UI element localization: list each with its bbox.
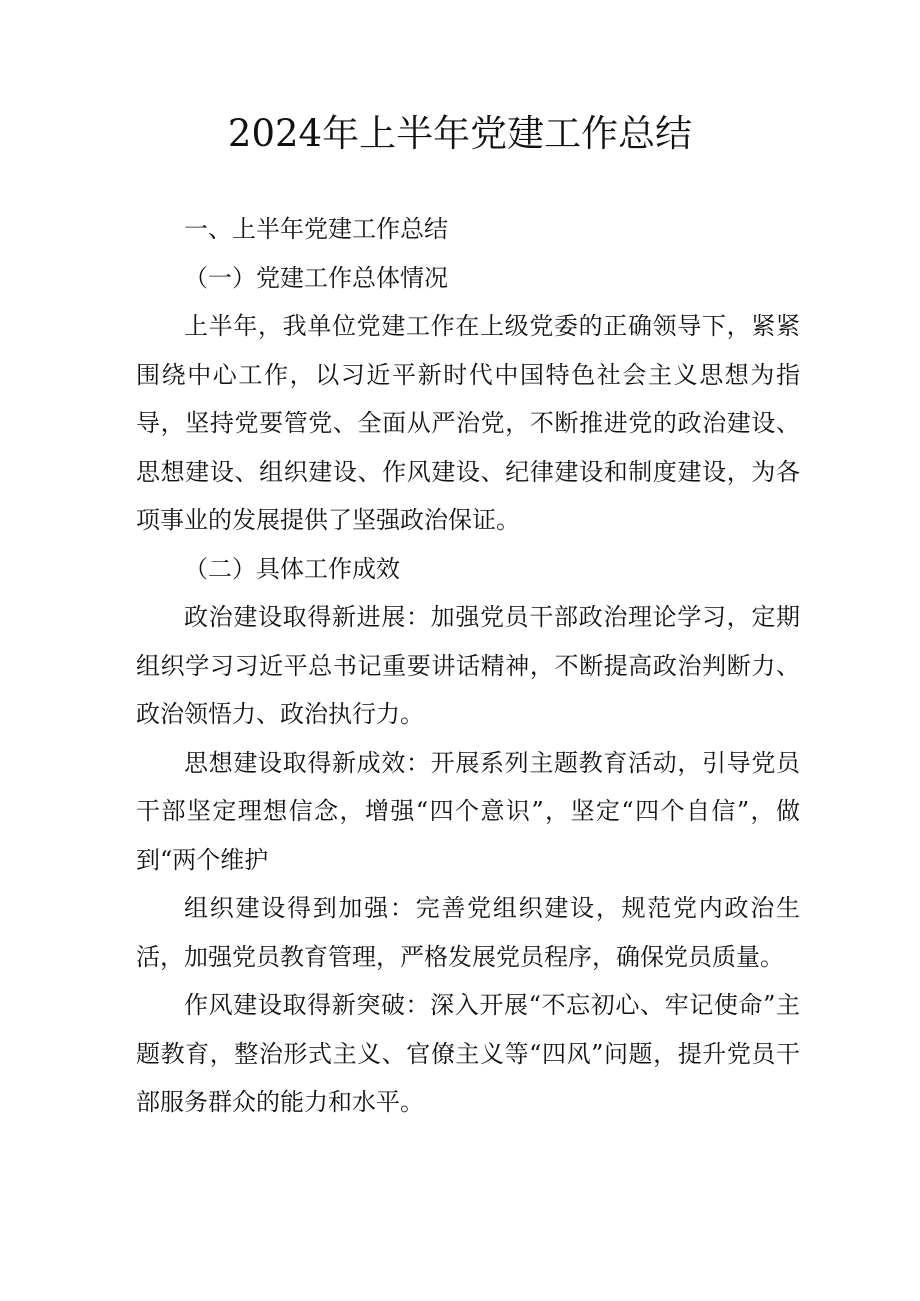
paragraph-organizational: 组织建设得到加强：完善党组织建设，规范党内政治生活，加强党员教育管理，严格发展党员程序，确保党员质量。 bbox=[136, 894, 800, 971]
section-heading-1: 一、上半年党建工作总结 bbox=[184, 215, 448, 243]
document-title: 2024年上半年党建工作总结 bbox=[227, 112, 693, 155]
document-body bbox=[136, 205, 800, 1127]
paragraph-style: 作风建设取得新突破：深入开展“不忘初心、牢记使命”主题教育，整治形式主义、官僚主义等“四风”问题，提升党员干部服务群众的能力和水平。 bbox=[136, 991, 800, 1116]
paragraph-political: 政治建设取得新进展：加强党员干部政治理论学习，定期组织学习习近平总书记重要讲话精神，不断提高政治判断力、政治领悟力、政治执行力。 bbox=[136, 603, 800, 728]
subsection-heading-1: （一）党建工作总体情况 bbox=[184, 263, 448, 292]
subsection-heading-2: （二）具体工作成效 bbox=[184, 554, 400, 583]
paragraph-overview: 上半年，我单位党建工作在上级党委的正确领导下，紧紧围绕中心工作，以习近平新时代中国特色社会主义思想为指导，坚持党要管党、全面从严治党，不断推进党的政治建设、思想建设、组织建设、作风建设、纪律建设和制度建设，为各项事业的发展提供了坚强政治保证。 bbox=[136, 312, 800, 534]
paragraph-ideological: 思想建设取得新成效：开展系列主题教育活动，引导党员干部坚定理想信念，增强“四个意识”，坚定“四个自信”，做到“两个维护 bbox=[136, 748, 800, 874]
